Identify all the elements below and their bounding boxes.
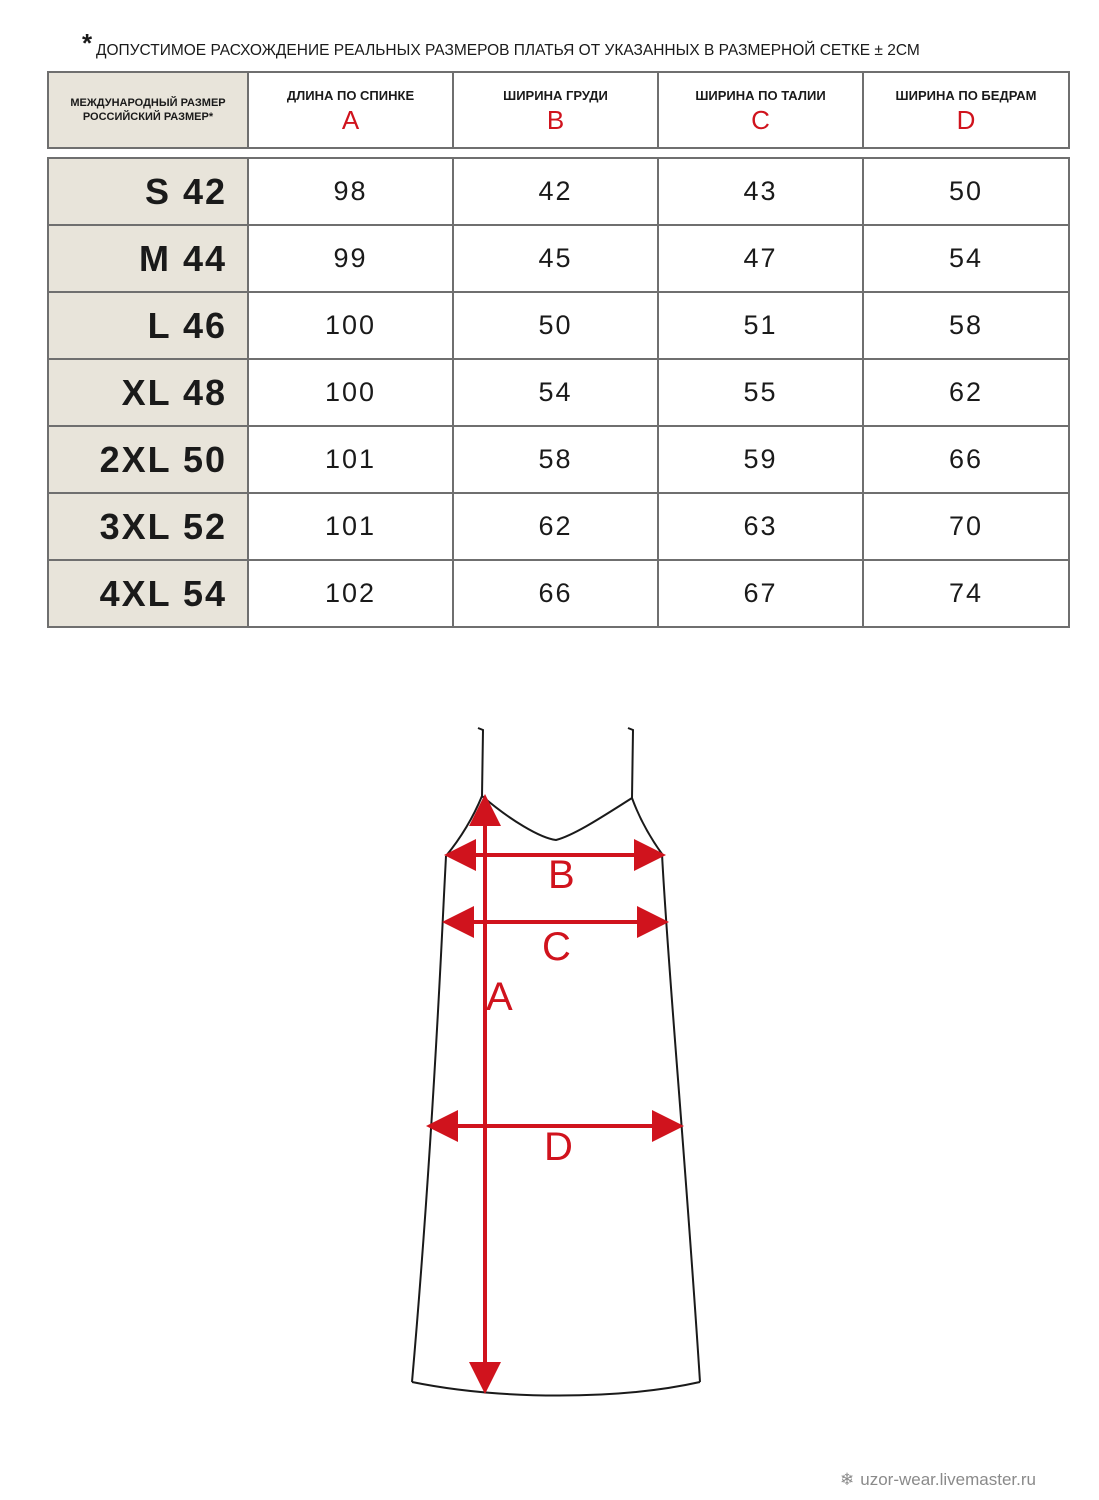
column-header-c — [658, 72, 863, 148]
column-title: ШИРИНА ПО ТАЛИИ — [695, 87, 826, 103]
value-b: 50 — [453, 292, 658, 359]
watermark — [840, 1470, 1036, 1490]
value-a: 100 — [248, 292, 453, 359]
value-b: 66 — [453, 560, 658, 627]
value-d: 66 — [863, 426, 1069, 493]
watermark-text: uzor-wear.livemaster.ru — [860, 1470, 1036, 1489]
column-header-b — [453, 72, 658, 148]
size-cell: XL 48 — [48, 359, 248, 426]
column-title: ШИРИНА ГРУДИ — [503, 87, 608, 103]
label-b: B — [548, 853, 575, 897]
header-row — [48, 72, 1069, 148]
column-title: ШИРИНА ПО БЕДРАМ — [895, 87, 1037, 103]
size-cell: 4XL 54 — [48, 560, 248, 627]
label-d: D — [544, 1125, 573, 1169]
table-row — [48, 359, 1069, 426]
tolerance-note-text: ДОПУСТИМОЕ РАСХОЖДЕНИЕ РЕАЛЬНЫХ РАЗМЕРОВ ПЛАТЬЯ ОТ УКАЗАННЫХ В РАЗМЕРНОЙ СЕТКЕ ± 2СМ — [96, 42, 920, 59]
column-letter: D — [956, 104, 976, 135]
dress-outline — [412, 728, 700, 1396]
column-letter: C — [751, 104, 770, 135]
value-b: 42 — [453, 158, 658, 225]
value-b: 58 — [453, 426, 658, 493]
column-letter: B — [546, 104, 565, 135]
size-chart-table — [47, 157, 1070, 628]
table-row — [48, 426, 1069, 493]
right-strap — [628, 728, 633, 798]
left-armhole — [446, 796, 482, 856]
table-row — [48, 158, 1069, 225]
asterisk: * — [82, 28, 93, 58]
table-row — [48, 493, 1069, 560]
size-cell: L 46 — [48, 292, 248, 359]
size-cell: 3XL 52 — [48, 493, 248, 560]
size-header-cell — [48, 72, 248, 148]
value-d: 74 — [863, 560, 1069, 627]
value-c: 55 — [658, 359, 863, 426]
label-c: C — [542, 925, 571, 969]
value-d: 58 — [863, 292, 1069, 359]
tolerance-note — [82, 30, 1062, 66]
value-b: 54 — [453, 359, 658, 426]
table-row — [48, 225, 1069, 292]
value-a: 101 — [248, 426, 453, 493]
value-a: 99 — [248, 225, 453, 292]
value-d: 54 — [863, 225, 1069, 292]
value-c: 67 — [658, 560, 863, 627]
size-cell: M 44 — [48, 225, 248, 292]
value-c: 47 — [658, 225, 863, 292]
right-side-seam — [662, 854, 700, 1382]
dress-diagram — [400, 720, 720, 1410]
value-d: 70 — [863, 493, 1069, 560]
size-chart-header — [47, 71, 1070, 149]
value-c: 43 — [658, 158, 863, 225]
column-header-a — [248, 72, 453, 148]
value-c: 59 — [658, 426, 863, 493]
size-header-international: МЕЖДУНАРОДНЫЙ РАЗМЕР — [70, 97, 226, 109]
value-b: 62 — [453, 493, 658, 560]
value-a: 101 — [248, 493, 453, 560]
neckline — [482, 796, 632, 840]
label-a: A — [486, 975, 513, 1019]
snowflake-icon: ❄ — [840, 1470, 855, 1489]
value-b: 45 — [453, 225, 658, 292]
left-side-seam — [412, 856, 446, 1382]
value-a: 98 — [248, 158, 453, 225]
column-letter: A — [341, 104, 360, 135]
value-a: 102 — [248, 560, 453, 627]
left-strap — [478, 728, 483, 796]
table-row — [48, 560, 1069, 627]
size-cell: 2XL 50 — [48, 426, 248, 493]
column-header-d — [863, 72, 1069, 148]
table-row — [48, 292, 1069, 359]
right-armhole — [632, 798, 662, 854]
size-cell: S 42 — [48, 158, 248, 225]
hemline — [412, 1382, 700, 1396]
value-a: 100 — [248, 359, 453, 426]
size-header-russian: РОССИЙСКИЙ РАЗМЕР* — [82, 111, 214, 123]
value-d: 62 — [863, 359, 1069, 426]
value-d: 50 — [863, 158, 1069, 225]
value-c: 51 — [658, 292, 863, 359]
column-title: ДЛИНА ПО СПИНКЕ — [286, 87, 415, 103]
value-c: 63 — [658, 493, 863, 560]
